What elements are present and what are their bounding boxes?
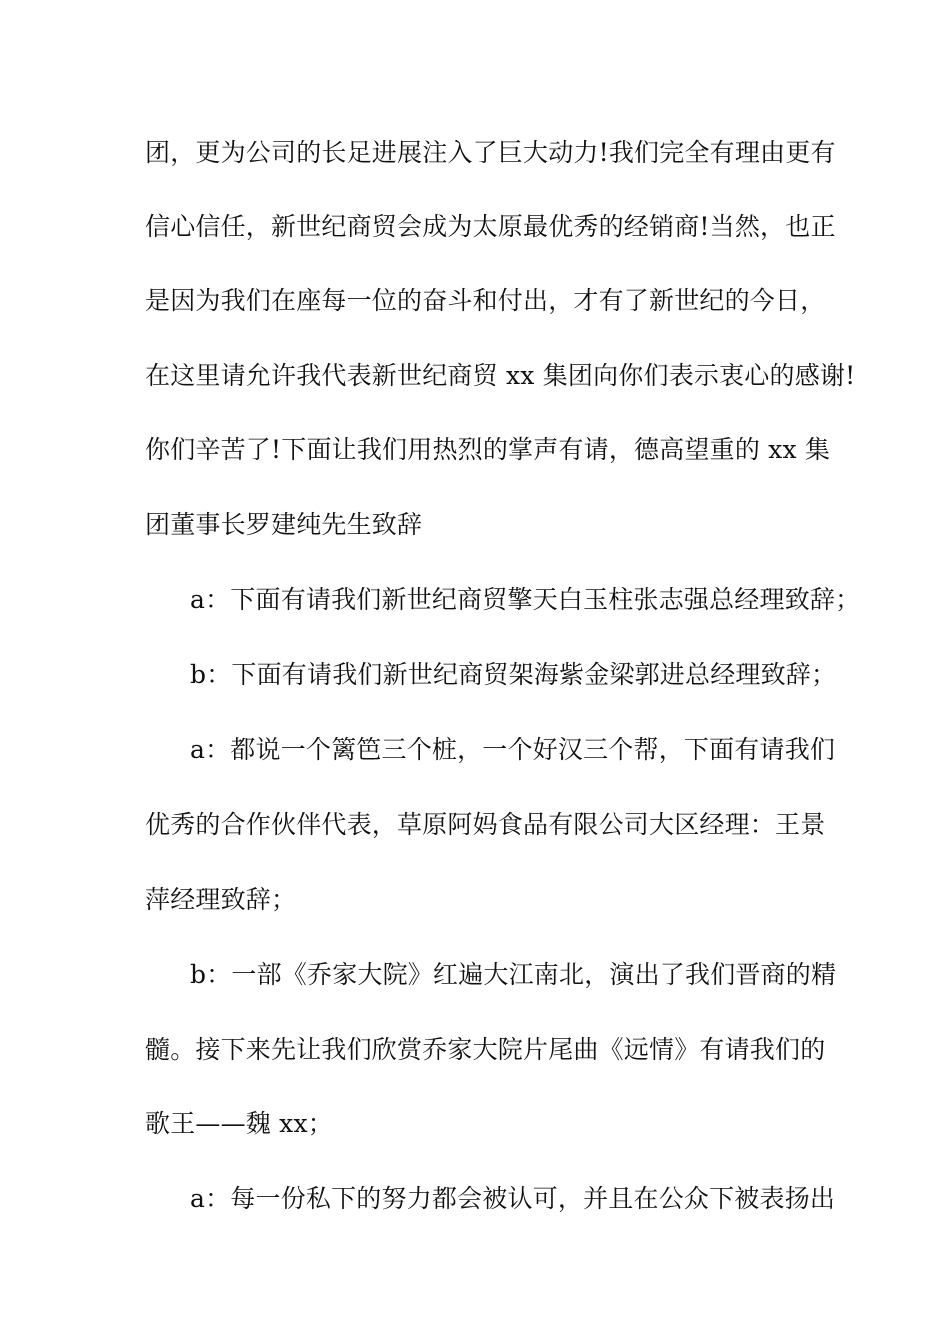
text-line-6: 团董事长罗建纯先生致辞 — [145, 510, 423, 539]
dialogue-line-a-2: a：都说一个篱笆三个桩，一个好汉三个帮，下面有请我们 — [190, 735, 836, 764]
text-line-4: 在这里请允许我代表新世纪商贸 xx 集团向你们表示衷心的感谢! — [145, 361, 856, 390]
text-line-14: 歌王——魏 xx； — [145, 1109, 333, 1138]
text-line-11: 萍经理致辞； — [145, 885, 297, 914]
text-line-10: 优秀的合作伙伴代表，草原阿妈食品有限公司大区经理：王景 — [145, 810, 826, 839]
text-line-5: 你们辛苦了!下面让我们用热烈的掌声有请，德高望重的 xx 集 — [145, 435, 831, 464]
text-line-13: 髓。接下来先让我们欣赏乔家大院片尾曲《远情》有请我们的 — [145, 1035, 826, 1064]
text-line-2: 信心信任，新世纪商贸会成为太原最优秀的经销商!当然，也正 — [145, 212, 836, 241]
text-line-1: 团，更为公司的长足进展注入了巨大动力!我们完全有理由更有 — [145, 138, 836, 167]
dialogue-line-a-1: a：下面有请我们新世纪商贸擎天白玉柱张志强总经理致辞； — [190, 585, 861, 614]
text-line-3: 是因为我们在座每一位的奋斗和付出，才有了新世纪的今日， — [145, 286, 826, 315]
dialogue-line-b-1: b：下面有请我们新世纪商贸架海紫金梁郭进总经理致辞； — [190, 660, 837, 689]
dialogue-line-b-2: b：一部《乔家大院》红遍大江南北，演出了我们晋商的精 — [190, 960, 837, 989]
dialogue-line-a-3: a：每一份私下的努力都会被认可，并且在公众下被表扬出 — [190, 1184, 836, 1213]
